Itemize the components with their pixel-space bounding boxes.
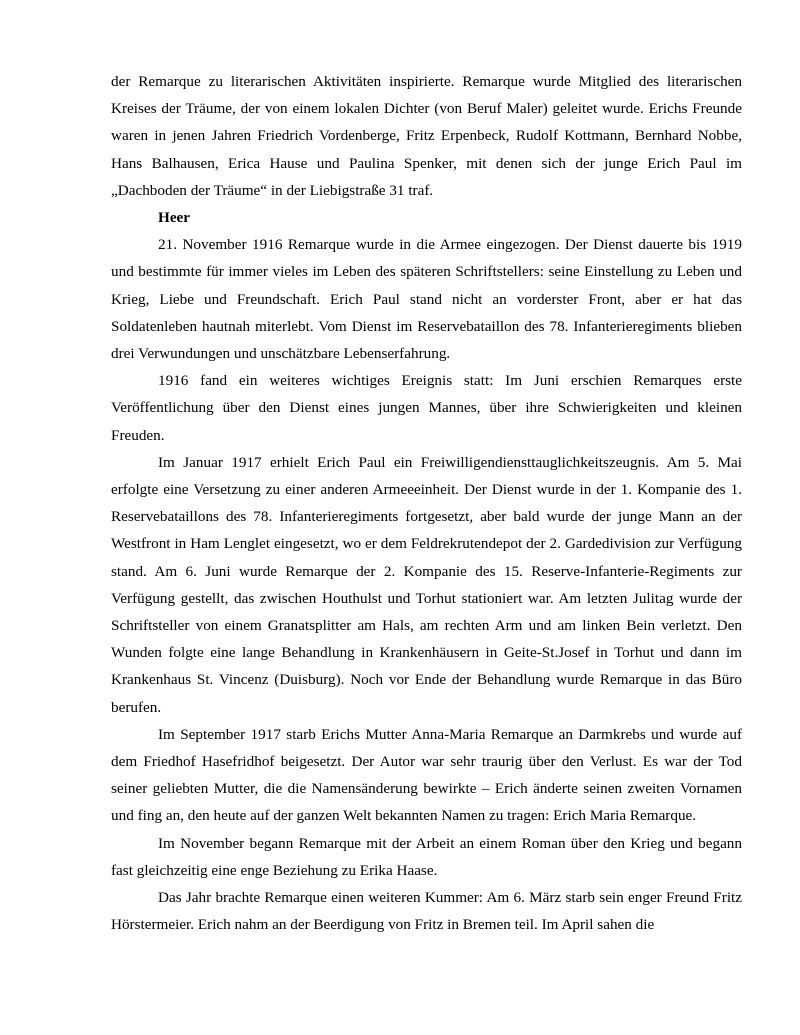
paragraph-novel-start: Im November begann Remarque mit der Arbeit an einem Roman über den Krieg und begann fast gleichzeitig eine enge Beziehung zu Erika Haase. [111, 834, 742, 879]
paragraph-first-publication: 1916 fand ein weiteres wichtiges Ereignis statt: Im Juni erschien Remarques erste Veröffentlichung über den Dienst eines jungen Mannes, über ihre Schwierigkeiten und kleinen Freuden. [111, 372, 742, 444]
paragraph-mother-death: Im September 1917 starb Erichs Mutter Anna-Maria Remarque an Darmkrebs und wurde auf dem Friedhof Hasefridhof beigesetzt. Der Autor war sehr traurig über den Verlust. Es war der Tod seiner geliebten Mutter, die die Namensänderung bewirkte – Erich änderte seinen zweiten Vornamen und fing an, den heute auf der ganzen Welt bekannten Namen zu tragen: Erich Maria Remarque. [111, 725, 742, 825]
paragraph-literary-circle: der Remarque zu literarischen Aktivitäten inspirierte. Remarque wurde Mitglied des literarischen Kreises der Träume, der von einem lokalen Dichter (von Beruf Maler) geleitet wurde. Erichs Freunde waren in jenen Jahren Friedrich Vordenberge, Fritz Erpenbeck, Rudolf Kottmann, Bernhard Nobbe, Hans Balhausen, Erica Hause und Paulina Spenker, mit denen sich der junge Erich Paul im „Dachboden der Träume“ in der Liebigstraße 31 traf. [111, 73, 742, 199]
paragraph-friend-death: Das Jahr brachte Remarque einen weiteren Kummer: Am 6. März starb sein enger Freund Fritz Hörstermeier. Erich nahm an der Beerdigung von Fritz in Bremen teil. Im April sahen die [111, 889, 742, 934]
paragraph-army-draft: 21. November 1916 Remarque wurde in die Armee eingezogen. Der Dienst dauerte bis 1919 und bestimmte für immer vieles im Leben des späteren Schriftstellers: seine Einstellung zu Leben und Krieg, Liebe und Freundschaft. Erich Paul stand nicht an vorderster Front, aber er hat das Soldatenleben hautnah miterlebt. Vom Dienst im Reservebataillon des 78. Infanterieregiments blieben drei Verwundungen und unschätzbare Lebenserfahrung. [111, 236, 742, 363]
paragraph-western-front: Im Januar 1917 erhielt Erich Paul ein Freiwilligendiensttauglichkeitszeugnis. Am 5. Mai erfolgte eine Versetzung zu einer anderen Armeeeinheit. Der Dienst wurde in der 1. Kompanie des 1. Reservebataillons des 78. Infanterieregiments fortgesetzt, aber bald wurde der junge Mann an der Westfront in Ham Lenglet eingesetzt, wo er dem Feldrekrutendepot der 2. Gardedivision zur Verfügung stand. Am 6. Juni wurde Remarque der 2. Kompanie des 15. Reserve-Infanterie-Regiments zur Verfügung gestellt, das zwischen Houthulst und Torhut stationiert war. Am letzten Julitag wurde der Schriftsteller von einem Granatsplitter am Hals, am rechten Arm und am linken Bein verletzt. Den Wunden folgte eine lange Behandlung in Krankenhäusern in Geite-St.Josef in Torhut und dann im Krankenhaus St. Vincenz (Duisburg). Noch vor Ende der Behandlung wurde Remarque in das Büro berufen. [111, 453, 742, 716]
document-page [111, 68, 742, 939]
section-heading-heer: Heer [158, 209, 191, 227]
